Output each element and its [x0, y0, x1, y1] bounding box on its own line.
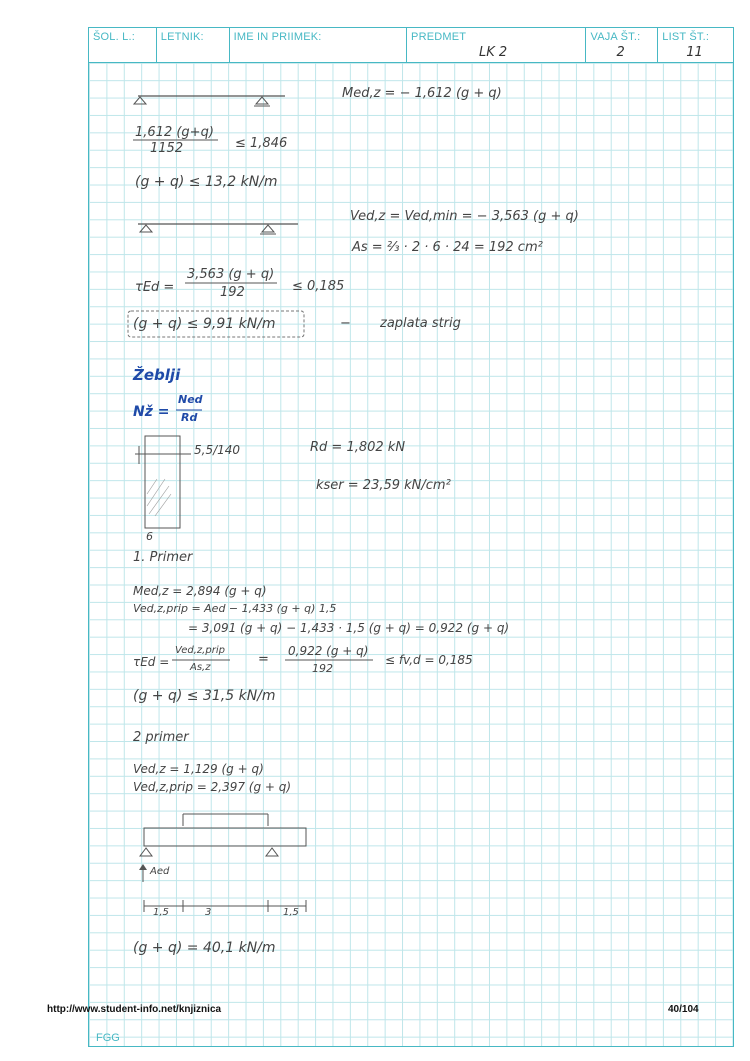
header-letnik-label: LETNIK:	[160, 31, 204, 43]
footer-fgg: FGG	[96, 1032, 120, 1044]
frac2-num: 3,563 (g + q)	[187, 267, 275, 282]
nail-cross-section	[135, 434, 195, 534]
frac2-den: 192	[220, 285, 245, 300]
case-1-heading: 1. Primer	[133, 550, 193, 565]
nz-num: Ned	[178, 393, 203, 406]
dim-3: 1,5	[283, 907, 299, 918]
header-sol-label: ŠOL. L.:	[93, 31, 135, 43]
line-as: As = ⅔ · 2 · 6 · 24 = 192 cm²	[352, 240, 543, 255]
case2-ved-prip: Ved,z,prip = 2,397 (g + q)	[133, 780, 292, 794]
form-header	[88, 27, 734, 63]
header-ime-label: IME IN PRIIMEK:	[233, 31, 322, 43]
case1-limit: ≤ fv,d = 0,185	[385, 653, 473, 667]
case1-frac-den: As,z	[190, 662, 211, 673]
line-ved-z: Ved,z = Ved,min = − 3,563 (g + q)	[350, 209, 579, 224]
frac1-result: ≤ 1,846	[235, 136, 288, 151]
case1-eq: =	[258, 652, 269, 667]
beam-sketch-1	[130, 88, 290, 108]
rd-value: Rd = 1,802 kN	[310, 440, 406, 455]
frac2-result: ≤ 0,185	[292, 279, 345, 294]
line-med-z: Med,z = − 1,612 (g + q)	[342, 86, 502, 101]
frac1-den: 1152	[150, 141, 184, 156]
aed-label: Aed	[150, 866, 170, 877]
case1-result: = 3,091 (g + q) − 1,433 · 1,5 (g + q) = 0,922 (g + q)	[188, 621, 510, 635]
beam-sketch-3	[138, 810, 313, 920]
dim-2: 3	[205, 907, 212, 918]
frac1-num: 1,612 (g+q)	[135, 125, 214, 140]
header-cell-sol	[89, 28, 157, 62]
case1-frac-num: Ved,z,prip	[175, 645, 225, 656]
header-vaja-value: 2	[616, 45, 625, 60]
zeblji-heading: Žeblji	[133, 366, 181, 384]
dash: −	[340, 316, 351, 331]
case1-gq: (g + q) ≤ 31,5 kN/m	[133, 688, 276, 704]
dim-1: 1,5	[153, 907, 169, 918]
nail-spec: 5,5/140	[194, 443, 241, 457]
tau-label: τEd =	[135, 280, 175, 295]
header-cell-list	[658, 28, 733, 62]
line-gq-1: (g + q) ≤ 13,2 kN/m	[135, 174, 278, 190]
gq-2-box	[128, 311, 308, 341]
header-cell-letnik	[157, 28, 230, 62]
footer-page-number: 40/104	[668, 1004, 699, 1015]
nz-den: Rd	[181, 411, 198, 424]
zaplata-strig: zaplata strig	[380, 316, 461, 331]
header-cell-predmet	[407, 28, 586, 62]
nz-label: Nž =	[133, 404, 170, 420]
case1-tau: τEd =	[133, 655, 170, 669]
nail-dim: 6	[146, 530, 153, 543]
header-predmet-value: LK 2	[479, 45, 508, 60]
case1-ved: Ved,z,prip = Aed − 1,433 (g + q) 1,5	[133, 602, 337, 615]
case1-frac2-num: 0,922 (g + q)	[288, 644, 369, 658]
header-vaja-label: VAJA ŠT.:	[590, 31, 641, 43]
case2-gq: (g + q) = 40,1 kN/m	[133, 940, 276, 956]
beam-sketch-2	[130, 218, 300, 238]
header-cell-vaja	[586, 28, 658, 62]
header-cell-ime	[230, 28, 407, 62]
header-list-value: 11	[686, 45, 703, 60]
header-predmet-label: PREDMET	[411, 31, 467, 43]
case1-med: Med,z = 2,894 (g + q)	[133, 584, 267, 598]
line-gq-2: (g + q) ≤ 9,91 kN/m	[133, 316, 276, 332]
case2-ved: Ved,z = 1,129 (g + q)	[133, 762, 264, 776]
header-list-label: LIST ŠT.:	[662, 31, 710, 43]
case-2-heading: 2 primer	[133, 730, 189, 745]
kser-value: kser = 23,59 kN/cm²	[316, 478, 451, 493]
footer-url: http://www.student-info.net/knjiznica	[47, 1004, 222, 1015]
case1-frac2-den: 192	[312, 662, 333, 675]
